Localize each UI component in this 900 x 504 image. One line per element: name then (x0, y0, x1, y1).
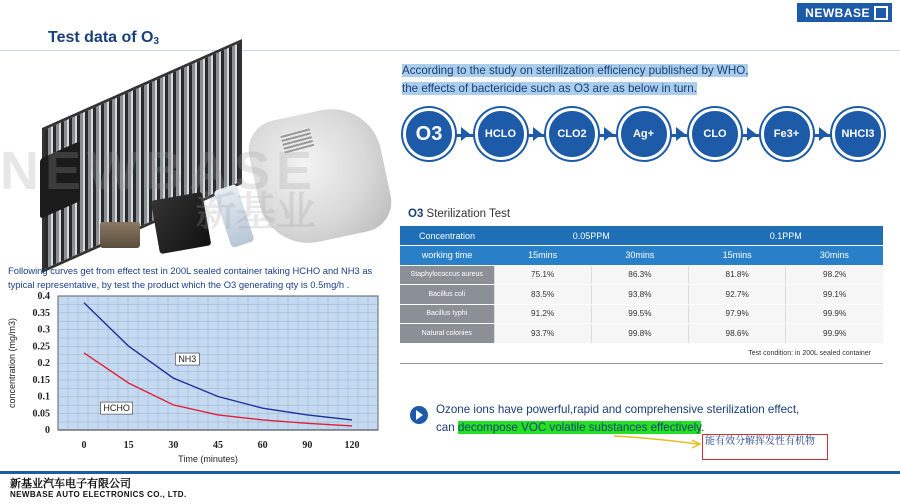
x-axis-label: Time (minutes) (178, 454, 238, 464)
table-cell: 75.1% (494, 265, 591, 285)
table-cell: 99.1% (786, 285, 883, 305)
brand-logo (797, 3, 892, 22)
x-tick-label: 60 (257, 440, 268, 451)
y-tick-label: 0.15 (32, 374, 50, 386)
time-col: 30mins (591, 246, 688, 266)
bactericide-2: CLO2 (546, 108, 598, 160)
chinese-annotation: 能有效分解挥发性有机物 (702, 434, 828, 460)
chain-arrow-icon (676, 127, 685, 141)
table-cell: 93.7% (494, 324, 591, 344)
y-tick-label: 0.1 (37, 391, 50, 403)
ozone-line-2-prefix: can (436, 421, 458, 434)
x-tick-label: 0 (81, 440, 87, 451)
chain-arrow-icon (604, 127, 613, 141)
x-tick-label: 120 (344, 440, 360, 451)
watermark-cn: 新基业 (196, 189, 316, 235)
ozone-highlight: decompose VOC volatile substances effectively (457, 421, 702, 434)
sterilization-table-title (408, 208, 510, 220)
y-tick-label: 0.2 (37, 358, 50, 369)
footer-company-en: NEWBASE AUTO ELECTRONICS CO., LTD. (10, 490, 187, 499)
table-cell: 91.2% (494, 304, 591, 324)
x-tick-label: 15 (123, 440, 134, 451)
title-divider (0, 50, 900, 51)
ozone-line-2-suffix: . (701, 421, 705, 434)
table-row (400, 304, 883, 324)
series-label-hcho: HCHO (103, 403, 130, 414)
ozone-line-1: Ozone ions have powerful,rapid and comprehensive sterilization effect, (436, 403, 800, 416)
row-label: Natural colonies (400, 324, 494, 344)
chart-caption: Following curves get from effect test in 200L sealed container taking HCHO and NH3 as typical representative, by test the product which the O3 generating qty is 0.5mg/h . (8, 265, 373, 290)
table-title-text: Sterilization Test (423, 208, 511, 220)
who-line-1: According to the study on sterilization efficiency published by WHO, (402, 64, 749, 77)
table-cell: 99.5% (591, 304, 688, 324)
table-row (400, 265, 883, 285)
table-cell: 86.3% (591, 265, 688, 285)
concentration-b: 0.1PPM (689, 226, 884, 246)
table-cell: 99.9% (786, 324, 883, 344)
brand-name: NEWBASE (805, 5, 870, 20)
footer-divider (0, 471, 900, 474)
series-label-nh3: NH3 (178, 354, 197, 365)
page-title (48, 29, 159, 47)
page-title-sub: 3 (153, 36, 160, 47)
x-tick-label: 90 (302, 440, 313, 451)
chain-arrow-icon (747, 127, 756, 141)
y-tick-label: 0.05 (32, 408, 50, 420)
time-label: working time (400, 246, 494, 266)
table-cell: 99.9% (786, 304, 883, 324)
y-tick-label: 0.3 (37, 324, 50, 336)
sterilization-table (400, 226, 883, 344)
brand-mark-icon (874, 6, 888, 20)
table-cell: 98.6% (689, 324, 786, 344)
x-tick-label: 30 (168, 440, 179, 451)
table-footnote: Test condition: in 200L sealed container (400, 344, 883, 364)
table-cell: 81.8% (689, 265, 786, 285)
note-arrow-icon (612, 434, 702, 450)
concentration-chart (0, 290, 395, 468)
table-row (400, 285, 883, 305)
who-line-2: the effects of bactericide such as O3 are as below in turn. (402, 81, 697, 95)
who-study-text (402, 62, 748, 97)
chain-arrow-icon (819, 127, 828, 141)
table-cell: 83.5% (494, 285, 591, 305)
ozone-statement (436, 401, 856, 437)
row-label: Bacillus typhi (400, 304, 494, 324)
bactericide-4: CLO (689, 108, 741, 160)
y-tick-label: 0 (45, 425, 50, 436)
y-tick-label: 0.35 (32, 307, 50, 319)
chain-arrow-icon (461, 127, 470, 141)
table-title-prefix: O3 (408, 208, 424, 220)
table-header-time (400, 246, 883, 266)
row-label: Staphylococcus aureus (400, 265, 494, 285)
table-cell: 98.2% (786, 265, 883, 285)
bactericide-5: Fe3+ (761, 108, 813, 160)
x-tick-label: 45 (213, 440, 223, 451)
bactericide-6: NHCl3 (832, 108, 884, 160)
table-cell: 93.8% (591, 285, 688, 305)
table-cell: 97.9% (689, 304, 786, 324)
table-cell: 99.8% (591, 324, 688, 344)
table-cell: 92.7% (689, 285, 786, 305)
table-row (400, 324, 883, 344)
table-header-concentration (400, 226, 883, 246)
concentration-label: Concentration (400, 226, 494, 246)
page-title-main: Test data of O (48, 29, 154, 46)
control-box-image (100, 222, 140, 248)
concentration-a: 0.05PPM (494, 226, 689, 246)
row-label: Bacillus coli (400, 285, 494, 305)
bactericide-3: Ag+ (618, 108, 670, 160)
footer-company-cn: 新基业汽车电子有限公司 (10, 477, 131, 490)
bactericide-0: O3 (403, 108, 455, 160)
watermark: NEWBASE (0, 141, 319, 201)
bactericide-1: HCLO (475, 108, 527, 160)
play-bullet-icon (410, 406, 428, 424)
time-col: 15mins (494, 246, 591, 266)
y-tick-label: 0.25 (32, 341, 50, 353)
y-tick-label: 0.4 (37, 291, 50, 302)
time-col: 30mins (786, 246, 883, 266)
y-axis-label: concentration (mg/m3) (7, 317, 17, 409)
time-col: 15mins (689, 246, 786, 266)
chain-arrow-icon (533, 127, 542, 141)
